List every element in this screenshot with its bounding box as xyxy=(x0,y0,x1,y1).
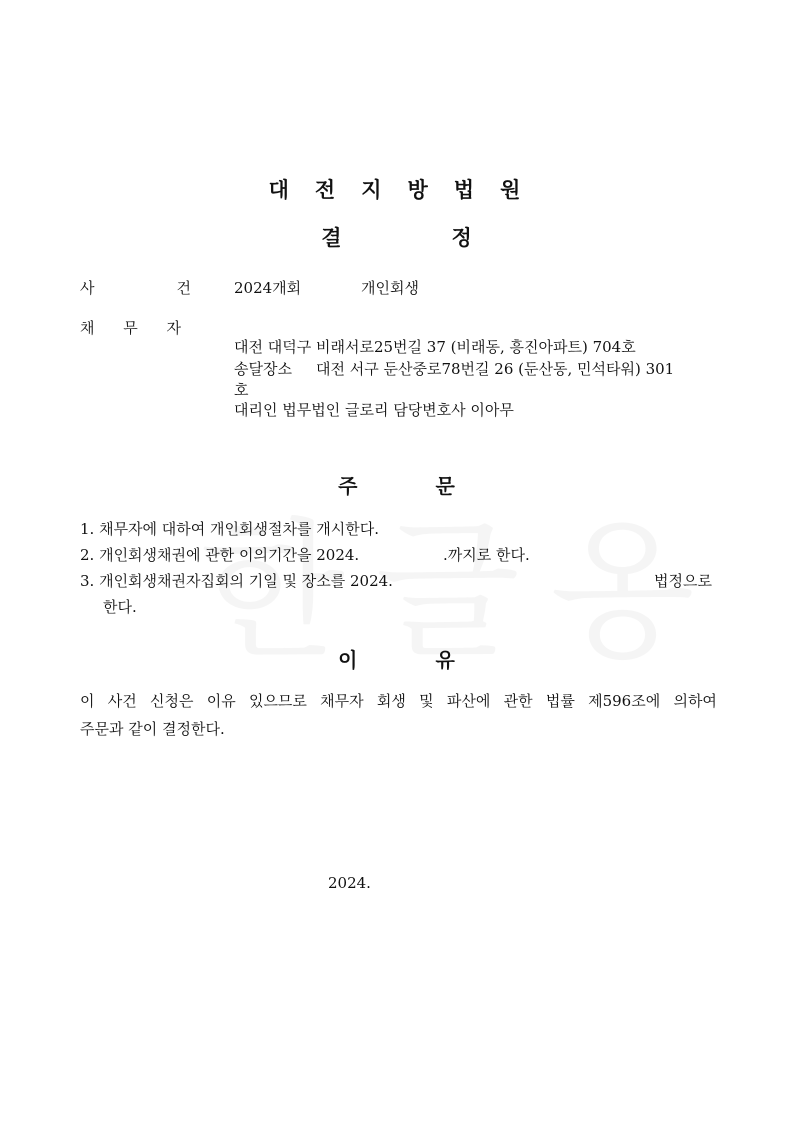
service-address-line2: 호 xyxy=(234,381,249,399)
order-item-2-tail: .까지로 한다. xyxy=(443,546,530,564)
reason-word: 채무자 xyxy=(320,692,364,710)
service-place-label: 송달장소 xyxy=(234,360,292,378)
debtor-address: 대전 대덕구 비래서로25번길 37 (비래동, 흥진아파트) 704호 xyxy=(234,338,636,356)
reason-line-1 xyxy=(80,690,717,712)
document-type-title xyxy=(0,222,793,252)
reason-word: 회생 xyxy=(376,692,406,710)
reason-word: 의하여 xyxy=(673,692,717,710)
reason-word: 파산에 xyxy=(446,692,491,710)
reason-word: 관한 xyxy=(503,692,533,710)
reason-word: 있으므로 xyxy=(248,692,307,710)
reason-word: 사건 xyxy=(107,692,137,710)
reason-word: 법률 xyxy=(545,692,575,710)
reason-word: 및 xyxy=(419,692,434,710)
order-item-2: 2. 개인회생채권에 관한 이의기간을 2024. xyxy=(80,546,360,564)
order-heading-left: 주 xyxy=(338,474,358,498)
debtor-agent: 대리인 법무법인 글로리 담당변호사 이아무 xyxy=(234,401,514,419)
doc-type-left: 결 xyxy=(321,226,342,250)
order-heading-right: 문 xyxy=(435,474,455,498)
reason-heading xyxy=(0,644,793,673)
order-item-1: 1. 채무자에 대하여 개인회생절차를 개시한다. xyxy=(80,520,379,538)
service-address-line1: 대전 서구 둔산중로78번길 26 (둔산동, 민석타워) 301 xyxy=(316,360,675,378)
reason-word: 이유 xyxy=(206,692,236,710)
reason-word: 제596조에 xyxy=(588,692,661,710)
reason-heading-right: 유 xyxy=(435,648,455,672)
reason-word: 이 xyxy=(80,692,95,710)
reason-line-2: 주문과 같이 결정한다. xyxy=(80,720,225,738)
order-item-3-tail: 법정으로 xyxy=(654,572,712,590)
case-label-right: 건 xyxy=(176,279,191,297)
debtor-label: 채 무 자 xyxy=(80,319,182,337)
case-name: 개인회생 xyxy=(361,279,419,297)
case-number: 2024개회 xyxy=(234,279,302,297)
court-name: 대전지방법원 xyxy=(268,178,547,202)
case-label xyxy=(80,277,191,298)
reason-heading-left: 이 xyxy=(338,648,358,672)
case-label-left: 사 xyxy=(80,279,95,297)
order-heading xyxy=(0,470,793,499)
order-item-3-continuation: 한다. xyxy=(103,598,137,616)
reason-word: 신청은 xyxy=(149,692,194,710)
doc-type-right: 정 xyxy=(451,226,472,250)
order-item-3: 3. 개인회생채권자집회의 기일 및 장소를 2024. xyxy=(80,572,393,590)
decision-date: 2024. xyxy=(328,874,371,892)
